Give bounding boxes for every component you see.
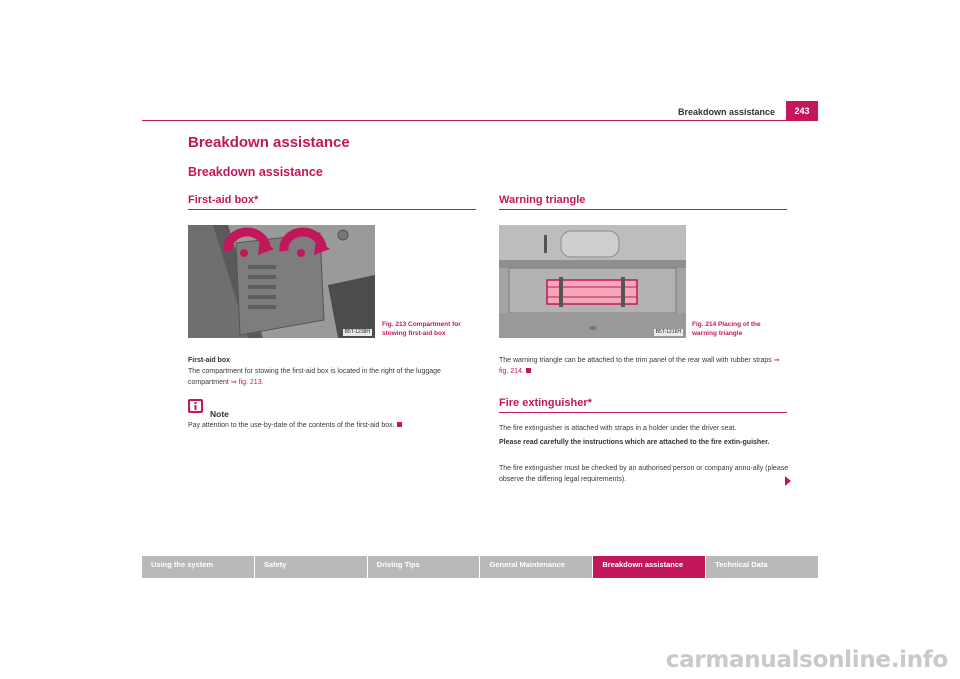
first-aid-compartment-illustration <box>188 225 375 338</box>
figure-213-first-aid-compartment <box>188 225 375 338</box>
figure-code: B5T-1238H <box>344 329 370 335</box>
figure-213-caption: Fig. 213 Compartment for stowing first-aid box <box>382 321 461 337</box>
nav-tab-general-maintenance[interactable]: General Maintenance <box>480 556 593 578</box>
section-title: Breakdown assistance <box>188 165 323 179</box>
fire-extinguisher-heading: Fire extinguisher* <box>499 397 592 409</box>
running-header-title: Breakdown assistance <box>677 107 775 117</box>
header-rule <box>142 120 818 121</box>
site-watermark: carmanualsonline.info <box>665 647 948 673</box>
first-aid-heading: First-aid box* <box>188 194 259 206</box>
warning-triangle-body-text: The warning triangle can be attached to the trim panel of the rear wall with rubber straps <box>499 357 772 364</box>
warning-triangle-heading-rule <box>499 209 787 210</box>
figure-214-caption: Fig. 214 Placing of the warning triangle <box>692 321 761 337</box>
fire-extinguisher-para-2: Please read carefully the instructions which are attached to the fire extin-guisher. <box>499 439 770 446</box>
nav-tab-safety[interactable]: Safety <box>255 556 368 578</box>
chapter-title: Breakdown assistance <box>188 134 350 151</box>
fig-214-link[interactable]: ⇒ fig. 214 <box>499 357 780 375</box>
fig-213-link[interactable]: ⇒ fig. 213 <box>230 379 262 386</box>
end-of-section-marker <box>526 368 531 373</box>
fire-extinguisher-heading-rule <box>499 412 787 413</box>
first-aid-body-text: The compartment for stowing the first-aid box is located in the right of the luggage compartment <box>188 368 441 386</box>
figure-214-warning-triangle <box>499 225 686 338</box>
first-aid-heading-rule <box>188 209 476 210</box>
warning-triangle-heading: Warning triangle <box>499 194 586 206</box>
nav-tab-breakdown-assistance[interactable]: Breakdown assistance <box>593 556 706 578</box>
first-aid-body: The compartment for stowing the first-aid box is located in the right of the luggage compartment ⇒ fig. 213. <box>188 368 441 386</box>
nav-tab-technical-data[interactable]: Technical Data <box>706 556 818 578</box>
first-aid-subheading: First-aid box <box>188 357 231 364</box>
warning-triangle-body: The warning triangle can be attached to the trim panel of the rear wall with rubber straps ⇒ fig. 214. <box>499 357 780 375</box>
fire-extinguisher-para-1: The fire extinguisher is attached with straps in a holder under the driver seat. <box>499 425 737 432</box>
end-of-section-marker <box>397 422 402 427</box>
footer-chapter-nav <box>142 556 818 578</box>
fire-extinguisher-para-3: The fire extinguisher must be checked by an authorised person or company annu-ally (please observe the differing legal requirements). <box>499 465 789 483</box>
warning-triangle-illustration <box>499 225 686 338</box>
figure-code: B5T-1216H <box>655 329 681 335</box>
nav-tab-using-the-system[interactable]: Using the system <box>142 556 255 578</box>
note-label: Note <box>210 409 229 419</box>
note-body <box>188 420 478 431</box>
info-icon <box>188 399 203 413</box>
note-text: Pay attention to the use-by-date of the contents of the first-aid box. <box>188 422 395 429</box>
nav-tab-driving-tips[interactable]: Driving Tips <box>368 556 481 578</box>
info-icon-glyph <box>188 399 203 413</box>
next-page-arrow-icon[interactable] <box>785 476 791 486</box>
page-number-badge: 243 <box>786 101 818 120</box>
